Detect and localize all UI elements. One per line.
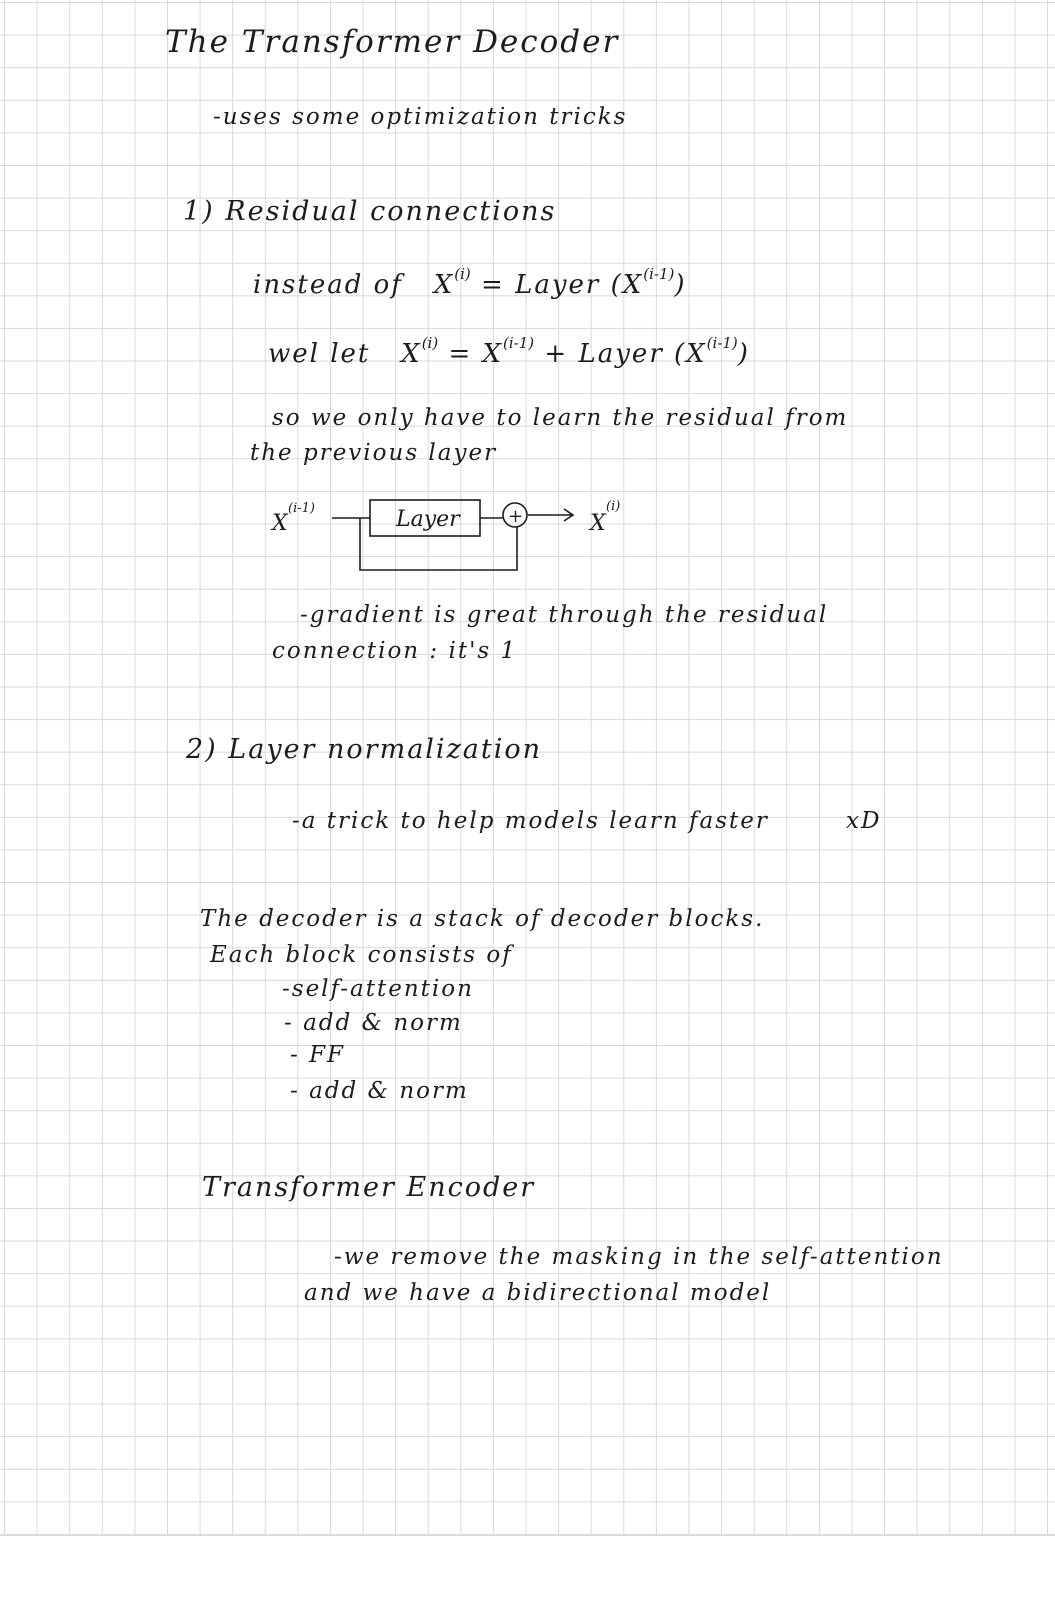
equation-lhs: X — [401, 339, 422, 369]
diagram-input-sup: (i-1) — [288, 501, 315, 516]
decoder-description-line2: Each block consists of — [210, 942, 513, 968]
page-title: The Transformer Decoder — [165, 24, 620, 60]
page-bottom-margin — [0, 1535, 1055, 1601]
decoder-block-item: - FF — [290, 1042, 345, 1068]
encoder-note-line1: -we remove the masking in the self-attention — [334, 1244, 944, 1270]
decoder-block-item: -self-attention — [282, 976, 474, 1002]
diagram-output-arrow — [528, 509, 573, 521]
decoder-block-item: - add & norm — [284, 1010, 463, 1036]
equation-rhs: + Layer (X — [544, 339, 707, 369]
residual-note-line1: so we only have to learn the residual from — [272, 405, 849, 431]
equation-mid: = X — [448, 339, 504, 369]
intro-note: -uses some optimization tricks — [213, 104, 628, 130]
gradient-note-line2: connection : it's 1 — [272, 638, 518, 664]
layer-norm-emote: xD — [846, 808, 882, 834]
residual-note-line2: the previous layer — [250, 440, 498, 466]
diagram-plus-sign: + — [508, 506, 524, 527]
diagram-layer-label: Layer — [396, 507, 460, 532]
gradient-note-line1: -gradient is great through the residual — [300, 602, 829, 628]
equation-mid-sup: (i-1) — [503, 334, 535, 352]
equation-prefix: wel let — [268, 339, 371, 369]
section-heading-encoder: Transformer Encoder — [202, 1172, 536, 1203]
section-heading-residual: 1) Residual connections — [183, 196, 557, 227]
residual-connection-diagram — [270, 488, 670, 588]
section-heading-layer-norm: 2) Layer normalization — [186, 734, 543, 765]
equation-prefix: instead of — [253, 270, 403, 300]
decoder-block-item: - add & norm — [290, 1078, 469, 1104]
equation-rhs-end: ) — [674, 270, 687, 300]
decoder-description-line1: The decoder is a stack of decoder blocks. — [200, 906, 765, 932]
equation-rhs: = Layer (X — [481, 270, 644, 300]
layer-norm-note: -a trick to help models learn faster — [292, 808, 769, 834]
encoder-note-line2: and we have a bidirectional model — [304, 1280, 772, 1306]
equation-rhs-sup: (i-1) — [643, 265, 675, 283]
diagram-input-label: X — [272, 511, 288, 536]
equation-rhs-end: ) — [737, 339, 750, 369]
diagram-output-sup: (i) — [606, 499, 621, 514]
diagram-output-label: X — [590, 511, 606, 536]
equation-residual — [268, 334, 750, 369]
equation-lhs-sup: (i) — [454, 265, 471, 283]
equation-standard — [253, 265, 687, 300]
equation-lhs: X — [433, 270, 455, 300]
equation-rhs-sup: (i-1) — [706, 334, 738, 352]
equation-lhs-sup: (i) — [421, 334, 439, 352]
